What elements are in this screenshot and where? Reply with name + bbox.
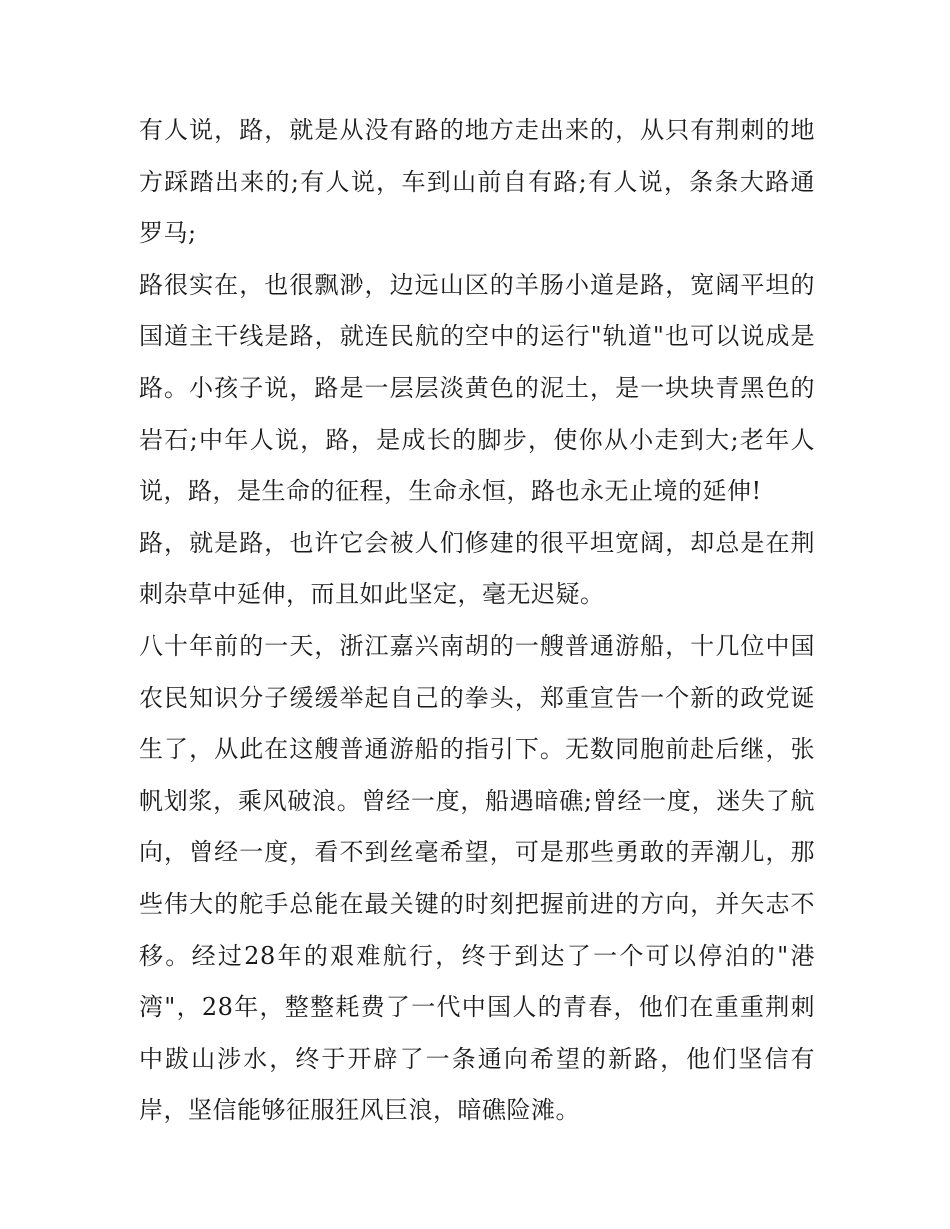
document-body (139, 105, 815, 1137)
paragraph-1: 有人说，路，就是从没有路的地方走出来的，从只有荆刺的地方踩踏出来的;有人说，车到山前自有路;有人说，条条大路通罗马; (139, 116, 815, 248)
paragraph-3: 路，就是路，也许它会被人们修建的很平坦宽阔，却总是在荆刺杂草中延伸，而且如此坚定，毫无迟疑。 (139, 528, 815, 609)
paragraph-4: 八十年前的一天，浙江嘉兴南胡的一艘普通游船，十几位中国农民知识分子缓缓举起自己的拳头，郑重宣告一个新的政党诞生了，从此在这艘普通游船的指引下。无数同胞前赴后继，张帆划浆，乘风破浪。曾经一度，船遇暗礁;曾经一度，迷失了航向，曾经一度，看不到丝毫希望，可是那些勇敢的弄潮儿，那些伟大的舵手总能在最关键的时刻把握前进的方向，并矢志不移。经过28年的艰难航行，终于到达了一个可以停泊的"港湾"，28年，整整耗费了一代中国人的青春，他们在重重荆刺中跋山涉水，终于开辟了一条通向希望的新路，他们坚信有岸，坚信能够征服狂风巨浪，暗礁险滩。 (139, 631, 815, 1125)
paragraph-2: 路很实在，也很飘渺，边远山区的羊肠小道是路，宽阔平坦的国道主干线是路，就连民航的空中的运行"轨道"也可以说成是路。小孩子说，路是一层层淡黄色的泥土，是一块块青黑色的岩石;中年人说，路，是成长的脚步，使你从小走到大;老年人说，路，是生命的征程，生命永恒，路也永无止境的延伸! (139, 270, 815, 506)
